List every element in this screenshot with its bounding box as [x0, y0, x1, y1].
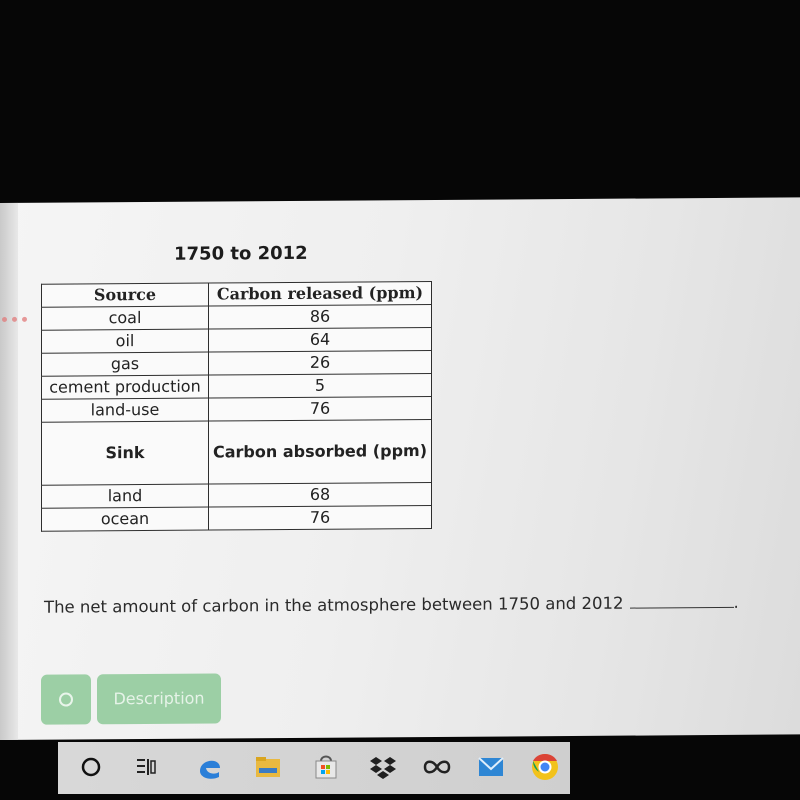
- question-prompt: The net amount of carbon in the atmosphere between 1750 and 2012: [44, 593, 624, 617]
- screen: [0, 197, 800, 740]
- dropbox-icon[interactable]: [368, 752, 398, 782]
- circle-icon: [59, 692, 73, 706]
- table-row: [42, 482, 432, 508]
- sink-name: land: [42, 484, 209, 508]
- source-name: gas: [42, 352, 209, 376]
- source-name: coal: [42, 306, 209, 330]
- table-row: [42, 373, 432, 399]
- taskbar: [58, 742, 570, 794]
- left-edge-strip: [0, 203, 18, 740]
- sink-value: 76: [209, 505, 432, 530]
- circle-button[interactable]: [41, 674, 91, 724]
- table-header-row: [42, 281, 432, 307]
- question-end: .: [733, 592, 739, 612]
- table-row: [42, 304, 432, 330]
- table-row: [42, 327, 432, 353]
- source-value: 76: [209, 396, 432, 421]
- source-value: 26: [209, 350, 432, 375]
- source-header: Source: [42, 283, 209, 307]
- mail-icon[interactable]: [476, 752, 506, 782]
- absorbed-header: Carbon absorbed (ppm): [209, 419, 432, 484]
- source-name: cement production: [42, 375, 209, 399]
- question-text: [44, 593, 739, 617]
- cortana-circle-icon[interactable]: [76, 752, 106, 782]
- answer-blank[interactable]: [630, 593, 734, 609]
- task-view-icon[interactable]: [131, 752, 161, 782]
- chrome-icon[interactable]: [530, 752, 560, 782]
- store-icon[interactable]: [311, 752, 341, 782]
- source-value: 5: [209, 373, 432, 398]
- source-value: 64: [209, 327, 432, 352]
- notification-dots: [2, 307, 36, 315]
- sink-header: Sink: [42, 421, 209, 485]
- edge-icon[interactable]: [195, 752, 225, 782]
- released-header: Carbon released (ppm): [209, 281, 432, 306]
- table-title: 1750 to 2012: [174, 242, 308, 265]
- sink-name: ocean: [42, 507, 209, 531]
- sink-header-row: [42, 419, 432, 485]
- source-name: land-use: [42, 398, 209, 422]
- source-value: 86: [209, 304, 432, 329]
- description-button[interactable]: Description: [97, 673, 221, 724]
- file-explorer-icon[interactable]: [253, 752, 283, 782]
- table-row: [42, 350, 432, 376]
- source-name: oil: [42, 329, 209, 353]
- infinity-icon[interactable]: [422, 752, 452, 782]
- table-row: [42, 396, 432, 422]
- carbon-table: [41, 281, 432, 532]
- table-row: [42, 505, 432, 531]
- sink-value: 68: [209, 482, 432, 507]
